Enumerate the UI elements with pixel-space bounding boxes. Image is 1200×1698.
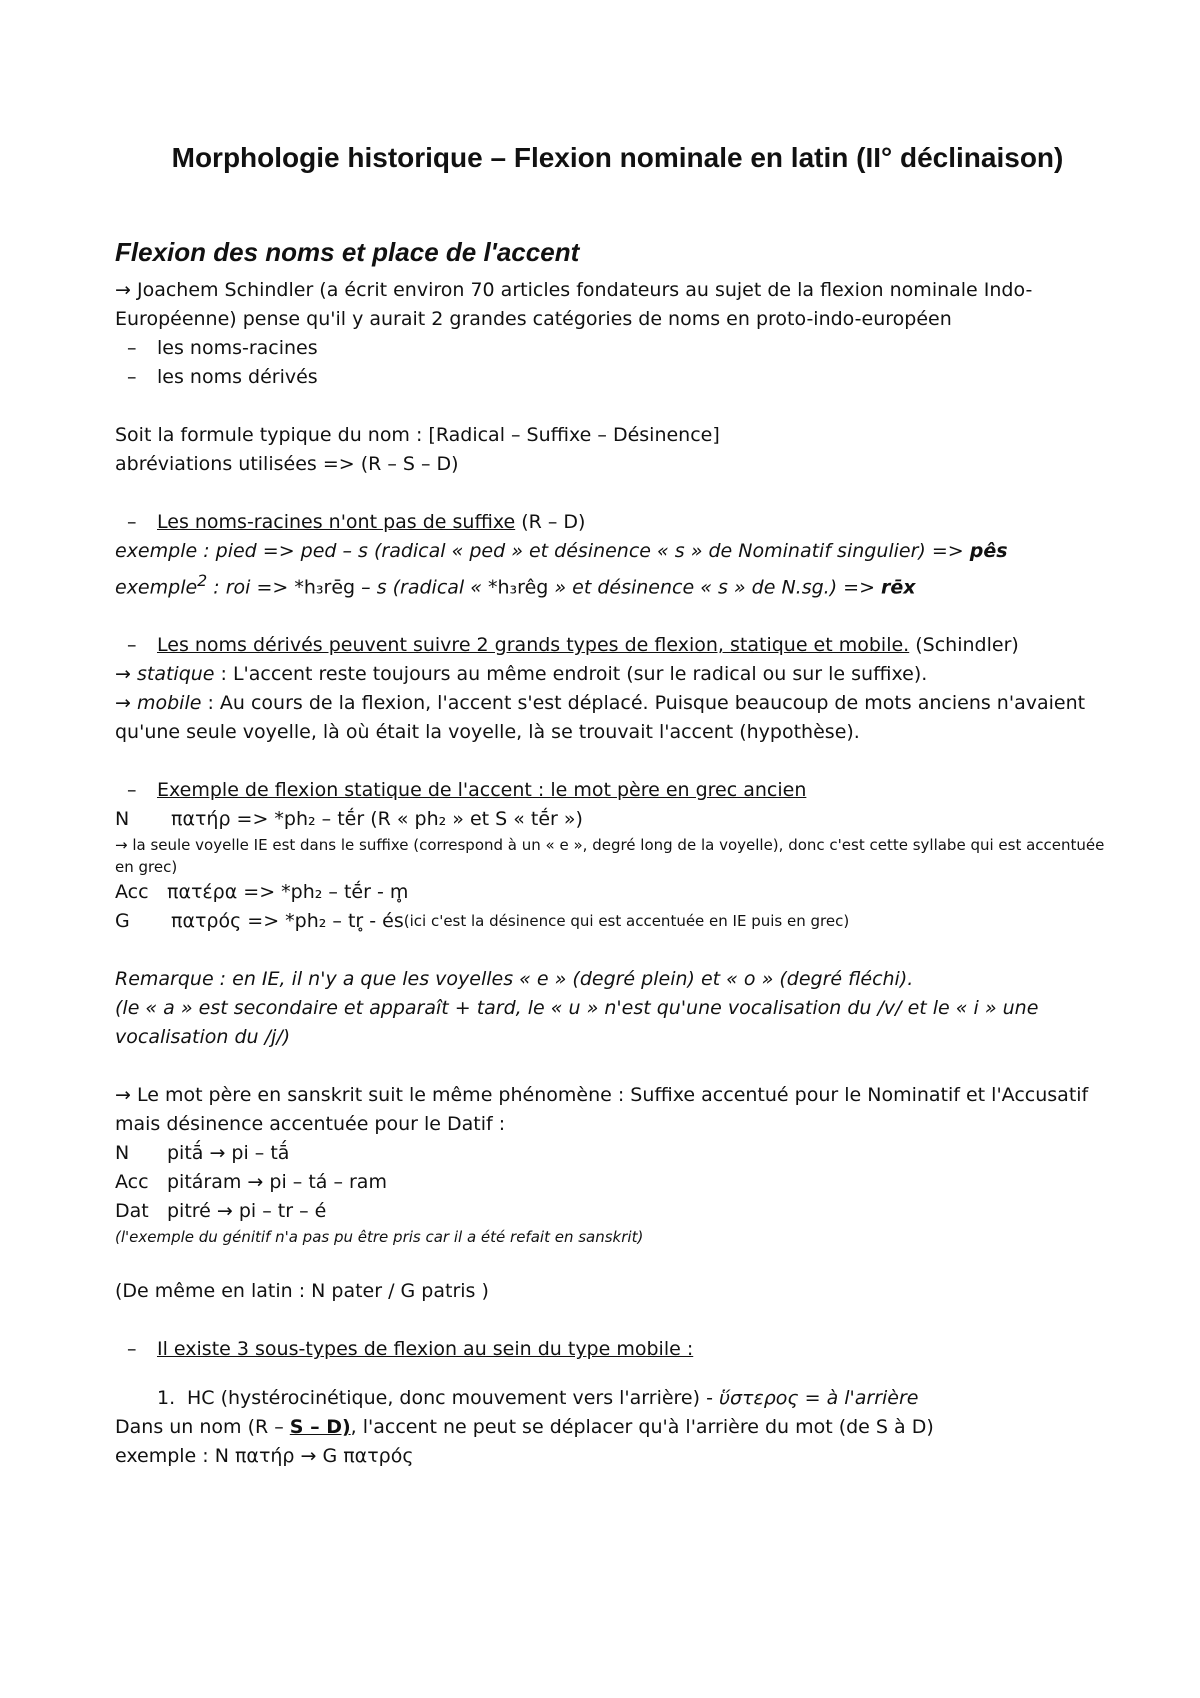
category-item: – les noms dérivés (115, 363, 1120, 392)
example-part: : roi => (207, 576, 295, 599)
dans-sd: S – D) (289, 1416, 351, 1439)
greek-nominative (115, 805, 1120, 834)
example-part: » et désinence « s » de N.sg.) => (548, 576, 882, 599)
roots-example-1 (115, 537, 1120, 566)
mobile-example: exemple : N πατήρ → G πατρός (115, 1445, 414, 1468)
arrow-icon: → (115, 692, 137, 715)
case-label: G (115, 910, 130, 933)
sanskrit-intro: → Le mot père en sanskrit suit le même phénomène : Suffixe accentué pour le Nominatif et l'Accusatif mais désinence accentuée pour le Datif : (115, 1084, 1089, 1136)
roots-example-1-text: exemple : pied => ped – s (radical « ped » et désinence « s » de Nominatif singulier) => (115, 540, 970, 562)
example-word: exemple (115, 576, 198, 599)
mobile-line (115, 689, 1120, 747)
sanskrit-note: (l'exemple du génitif n'a pas pu être pris car il a été refait en sanskrit) (115, 1228, 644, 1247)
derived-heading-suffix: (Schindler) (909, 634, 1019, 657)
sanskrit-row (115, 1197, 1120, 1226)
remark-line-1: Remarque : en IE, il n'y a que les voyelles « e » (degré plein) et « o » (degré fléchi). (115, 968, 914, 991)
roots-heading-suffix: (R – D) (515, 511, 586, 533)
formula-line: Soit la formule typique du nom : [Radical – Suffixe – Désinence] (115, 424, 720, 446)
case-form: πατήρ => *ph₂ – tḗr (R « ph₂ » et S « tḗr ») (171, 808, 583, 831)
mobile-label: mobile (136, 692, 202, 715)
example-sup: 2 (197, 571, 208, 590)
item-text: HC (hystérocinétique, donc mouvement vers l'arrière) - (187, 1387, 719, 1410)
case-form: πατρός => *ph₂ – tr̥ - és (171, 910, 404, 933)
case-form: pitā́ → pi – tā́ (167, 1142, 290, 1165)
page-title: Morphologie historique – Flexion nominale en latin (II° déclinaison) (171, 142, 1064, 173)
item-greek: ὕστερος = à l'arrière (718, 1387, 919, 1410)
greek-heading (115, 776, 1120, 805)
greek-genitive (115, 907, 1120, 936)
case-form: πατέρα => *ph₂ – tḗr - m̥ (167, 881, 409, 904)
numbered-item (115, 1384, 1120, 1413)
arrow-icon: → (115, 663, 137, 686)
mobile-dans-line (115, 1413, 1120, 1442)
derived-heading-text: Les noms dérivés peuvent suivre 2 grands types de flexion, statique et mobile. (157, 634, 910, 657)
case-label: Dat (115, 1200, 149, 1223)
intro-paragraph: → Joachem Schindler (a écrit environ 70 articles fondateurs au sujet de la flexion nominale Indo-Européenne) pense qu'il y aurait 2 grandes catégories de noms en proto-indo-européen (115, 279, 1033, 330)
dans-text: Dans un nom (R – (115, 1416, 290, 1439)
static-label: statique (136, 663, 215, 686)
roots-example-2-result: rēx (881, 576, 916, 599)
greek-note: → la seule voyelle IE est dans le suffixe (correspond à un « e », degré long de la voyelle), donc c'est cette syllabe qui est accentuée en grec) (115, 836, 1105, 877)
case-form: pitáram → pi – tá – ram (167, 1171, 387, 1194)
roots-example-2 (115, 566, 1120, 602)
genitive-note: (ici c'est la désinence qui est accentuée en IE puis en grec) (403, 912, 850, 931)
sanskrit-row (115, 1168, 1120, 1197)
case-label: N (115, 1142, 130, 1165)
case-label: Acc (115, 881, 149, 904)
mobile-subtypes-heading (115, 1335, 1120, 1364)
roots-example-1-result: pês (969, 540, 1008, 562)
example-part: – s (radical « (355, 576, 489, 599)
case-form: pitré → pi – tr – é (167, 1200, 327, 1223)
derived-heading (115, 631, 1120, 660)
sanskrit-row (115, 1139, 1120, 1168)
roots-heading-text: Les noms-racines n'ont pas de suffixe (157, 511, 516, 533)
latin-line: (De même en latin : N pater / G patris ) (115, 1280, 489, 1303)
dans-text: , l'accent ne peut se déplacer qu'à l'arrière du mot (de S à D) (350, 1416, 934, 1439)
item-number: 1. (157, 1387, 176, 1410)
abbreviation-line: abréviations utilisées => (R – S – D) (115, 453, 459, 475)
roots-heading (115, 508, 1120, 537)
section-heading: Flexion des noms et place de l'accent (115, 237, 580, 267)
case-label: Acc (115, 1171, 149, 1194)
example-form: *h₃rêg (488, 576, 549, 599)
static-line (115, 660, 1120, 689)
remark-line-2: (le « a » est secondaire et apparaît + tard, le « u » n'est qu'une vocalisation du /v/ et le « i » une vocalisation du /j/) (115, 997, 1039, 1049)
example-form: *h₃rēg (294, 576, 356, 599)
greek-accusative (115, 878, 1120, 907)
mobile-text: : Au cours de la flexion, l'accent s'est déplacé. Puisque beaucoup de mots anciens n'avaient qu'une seule voyelle, là où était la voyelle, là se trouvait l'accent (hypothèse). (115, 692, 1086, 744)
category-item: – les noms-racines (115, 334, 1120, 363)
greek-heading-text: Exemple de flexion statique de l'accent : le mot père en grec ancien (157, 779, 807, 802)
case-label: N (115, 808, 130, 831)
static-text: : L'accent reste toujours au même endroit (sur le radical ou sur le suffixe). (214, 663, 928, 686)
mobile-subtypes-heading-text: Il existe 3 sous-types de flexion au sein du type mobile : (157, 1338, 694, 1361)
